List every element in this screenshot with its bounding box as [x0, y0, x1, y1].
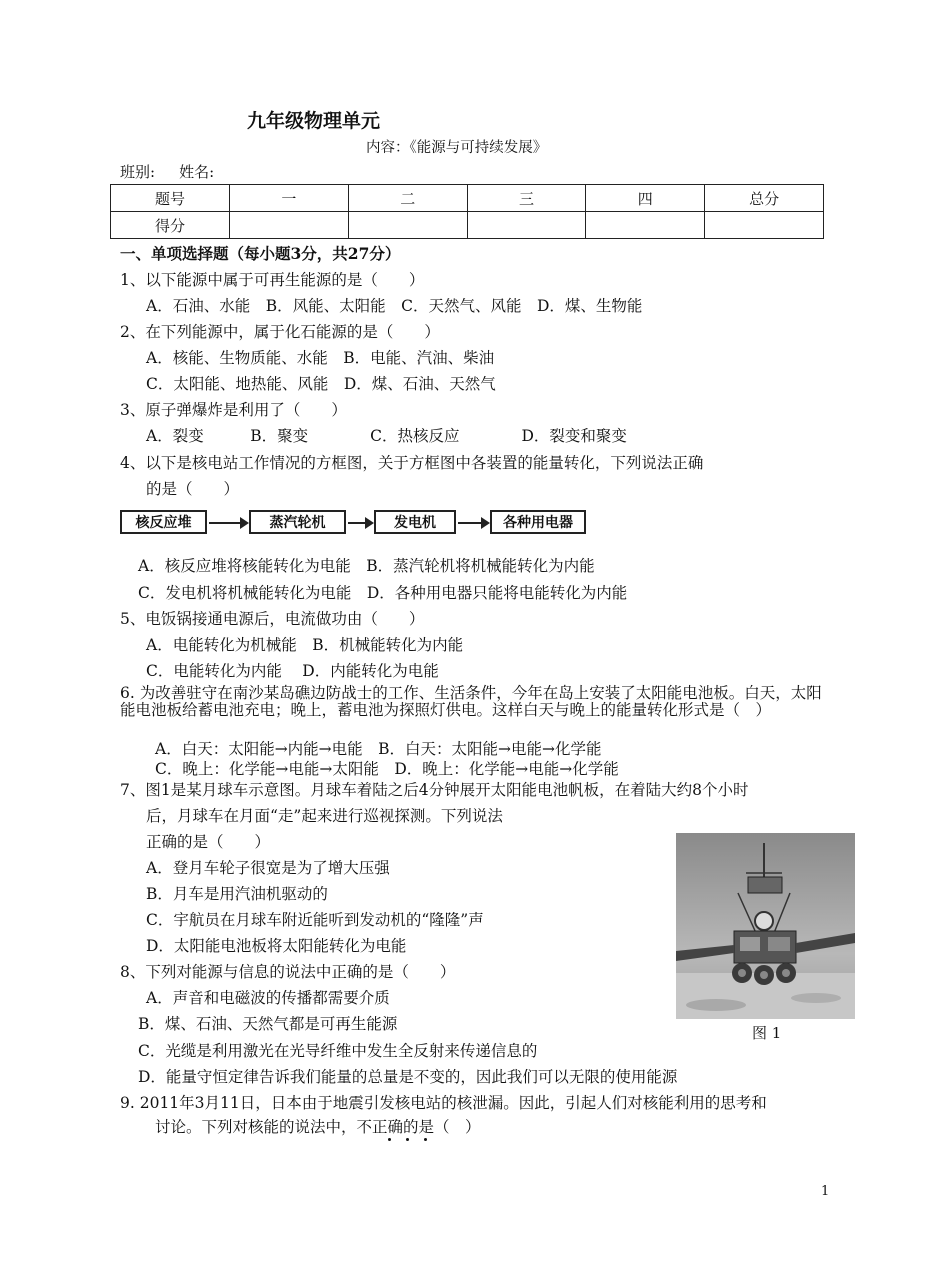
question-8-option-a: A．声音和电磁波的传播都需要介质	[146, 989, 390, 1007]
table-cell: 总分	[705, 185, 824, 212]
score-table-score-row	[111, 212, 824, 239]
question-6-options-ab: A．白天：太阳能→内能→电能 B．白天：太阳能→电能→化学能	[155, 740, 602, 758]
question-8-option-c: C．光缆是利用激光在光导纤维中发生全反射来传递信息的	[138, 1042, 538, 1060]
question-8: 8、下列对能源与信息的说法中正确的是（ ）	[120, 963, 456, 981]
question-1: 1、以下能源中属于可再生能源的是（ ）	[120, 271, 425, 289]
question-2: 2、在下列能源中，属于化石能源的是（ ）	[120, 323, 440, 341]
question-7-option-b: B．月车是用汽油机驱动的	[146, 885, 328, 903]
question-3-options: A．裂变 B．聚变 C．热核反应 D．裂变和聚变	[146, 427, 627, 445]
table-cell: 题号	[111, 185, 230, 212]
lunar-rover-photo	[676, 833, 855, 1019]
page-number: 1	[821, 1184, 830, 1199]
question-9: 9. 2011年3月11日，日本由于地震引发核电站的核泄漏。因此，引起人们对核能利用的思考和	[120, 1094, 767, 1112]
table-cell: 三	[467, 185, 586, 212]
question-7-option-d: D．太阳能电池板将太阳能转化为电能	[146, 937, 407, 955]
class-label: 班别:	[120, 163, 156, 181]
question-4-continuation: 的是（ ）	[146, 480, 240, 498]
score-cell[interactable]	[348, 212, 467, 239]
student-info-line	[120, 161, 238, 182]
question-7: 7、图1是某月球车示意图。月球车着陆之后4分钟展开太阳能电池帆板，在着陆大约8个小时	[120, 781, 749, 799]
score-table	[110, 184, 824, 239]
question-3: 3、原子弹爆炸是利用了（ ）	[120, 401, 347, 419]
score-cell[interactable]	[230, 212, 349, 239]
question-5-options-ab: A．电能转化为机械能 B．机械能转化为内能	[146, 636, 464, 654]
flow-box-reactor: 核反应堆	[120, 510, 207, 534]
flow-arrow	[348, 522, 372, 524]
question-4-options-cd: C．发电机将机械能转化为电能 D．各种用电器只能将电能转化为内能	[138, 584, 628, 602]
flow-box-turbine: 蒸汽轮机	[249, 510, 346, 534]
question-5-options-cd: C．电能转化为内能 D．内能转化为电能	[146, 662, 439, 680]
flow-box-generator: 发电机	[374, 510, 456, 534]
section-heading: 一、单项选择题（每小题3分，共27分）	[120, 244, 401, 263]
table-cell: 四	[586, 185, 705, 212]
question-8-option-b: B．煤、石油、天然气都是可再生能源	[138, 1015, 398, 1033]
question-7-option-a: A．登月车轮子很宽是为了增大压强	[146, 859, 390, 877]
flow-arrow	[209, 522, 247, 524]
question-2-options-cd: C．太阳能、地热能、风能 D．煤、石油、天然气	[146, 375, 496, 393]
flow-box-appliances: 各种用电器	[490, 510, 586, 534]
score-cell[interactable]	[467, 212, 586, 239]
table-cell: 二	[348, 185, 467, 212]
question-7-continuation-2: 正确的是（ ）	[146, 833, 271, 851]
score-cell[interactable]	[705, 212, 824, 239]
question-8-option-d: D．能量守恒定律告诉我们能量的总量是不变的，因此我们可以无限的使用能源	[138, 1068, 678, 1086]
question-7-option-c: C．宇航员在月球车附近能听到发动机的“隆隆”声	[146, 911, 484, 929]
name-label: 姓名:	[179, 163, 215, 181]
table-cell: 得分	[111, 212, 230, 239]
question-4-options-ab: A．核反应堆将核能转化为电能 B．蒸汽轮机将机械能转化为内能	[138, 557, 595, 575]
score-table-header-row	[111, 185, 824, 212]
flow-arrow	[458, 522, 488, 524]
emphasis-dots	[386, 1138, 430, 1144]
page-subtitle: 内容：《能源与可持续发展》	[366, 140, 548, 156]
question-5: 5、电饭锅接通电源后，电流做功由（ ）	[120, 610, 425, 628]
question-6-options-cd: C．晚上：化学能→电能→太阳能 D．晚上：化学能→电能→化学能	[155, 760, 619, 778]
question-6: 6. 为改善驻守在南沙某岛礁边防战士的工作、生活条件，今年在岛上安装了太阳能电池板。白天，太阳能电池板给蓄电池充电；晚上，蓄电池为探照灯供电。这样白天与晚上的能量转化形式是（ ）	[120, 684, 822, 719]
score-cell[interactable]	[586, 212, 705, 239]
nuclear-plant-flow-diagram	[120, 508, 590, 538]
question-1-options: A．石油、水能 B．风能、太阳能 C．天然气、风能 D．煤、生物能	[146, 297, 643, 315]
table-cell: 一	[230, 185, 349, 212]
figure-caption: 图 1	[752, 1024, 782, 1042]
question-9-continuation: 讨论。下列对核能的说法中，不正确的是（ ）	[155, 1118, 481, 1136]
question-2-options-ab: A．核能、生物质能、水能 B．电能、汽油、柴油	[146, 349, 495, 367]
page-title: 九年级物理单元	[247, 110, 381, 132]
question-7-continuation: 后，月球车在月面“走”起来进行巡视探测。下列说法	[146, 807, 503, 825]
question-4: 4、以下是核电站工作情况的方框图，关于方框图中各装置的能量转化，下列说法正确	[120, 454, 704, 472]
